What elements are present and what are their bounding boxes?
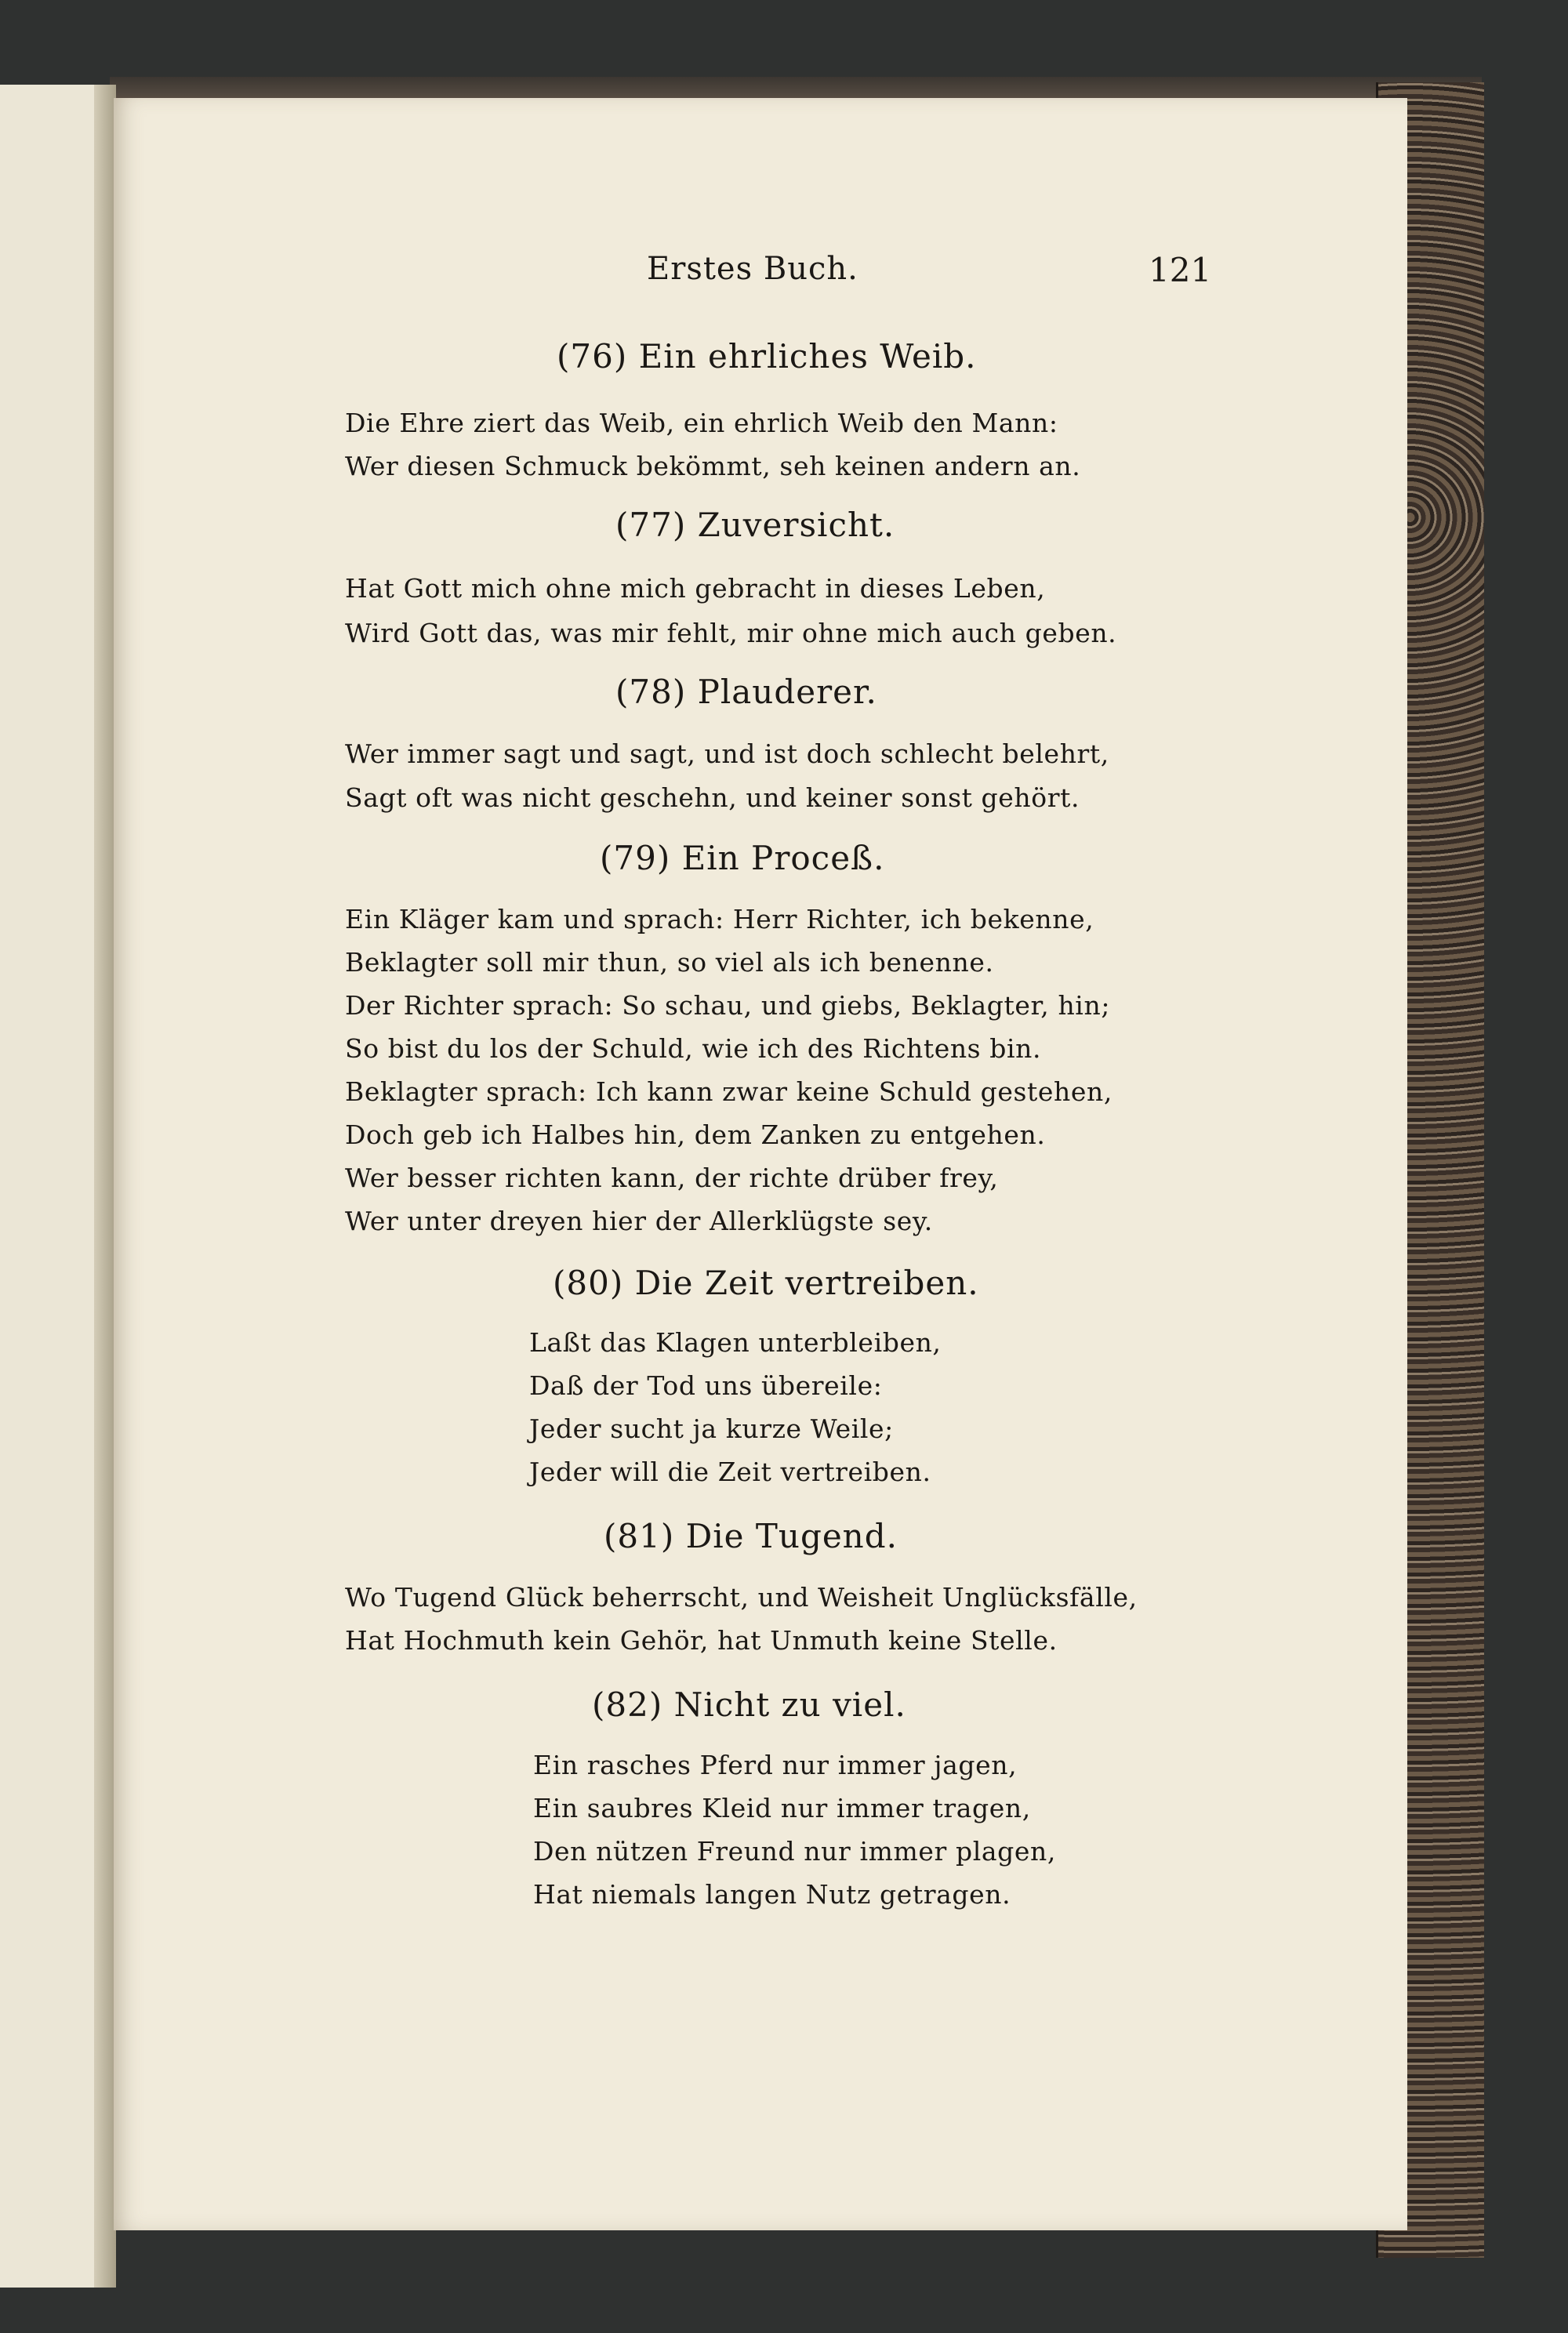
poem-line: Wer unter dreyen hier der Allerklügste sey.	[345, 1206, 933, 1236]
poem-line: So bist du los der Schuld, wie ich des Richtens bin.	[345, 1033, 1042, 1064]
poem-line: Daß der Tod uns übereile:	[529, 1370, 883, 1401]
poem-line: Wo Tugend Glück beherrscht, und Weisheit Unglücksfälle,	[345, 1582, 1138, 1613]
page-content	[114, 98, 1407, 2230]
poem-line: Hat niemals langen Nutz getragen.	[533, 1879, 1011, 1910]
section-heading-80: (80) Die Zeit vertreiben.	[553, 1264, 979, 1302]
poem-line: Hat Gott mich ohne mich gebracht in dieses Leben,	[345, 573, 1046, 604]
book-spine-gutter	[94, 85, 116, 2288]
poem-line: Jeder sucht ja kurze Weile;	[529, 1413, 894, 1444]
poem-line: Hat Hochmuth kein Gehör, hat Unmuth keine Stelle.	[345, 1625, 1058, 1656]
section-heading-79: (79) Ein Proceß.	[600, 839, 885, 877]
section-heading-76: (76) Ein ehrliches Weib.	[557, 337, 977, 376]
poem-line: Wer besser richten kann, der richte drüber frey,	[345, 1163, 999, 1193]
page-number: 121	[1149, 251, 1212, 289]
section-heading-78: (78) Plauderer.	[615, 673, 877, 711]
poem-line: Die Ehre ziert das Weib, ein ehrlich Weib den Mann:	[345, 408, 1058, 438]
poem-line: Ein saubres Kleid nur immer tragen,	[533, 1793, 1031, 1823]
running-head	[114, 251, 1407, 298]
poem-line: Doch geb ich Halbes hin, dem Zanken zu entgehen.	[345, 1119, 1046, 1150]
section-heading-81: (81) Die Tugend.	[604, 1517, 898, 1555]
poem-line: Der Richter sprach: So schau, und giebs, Beklagter, hin;	[345, 990, 1111, 1021]
section-heading-82: (82) Nicht zu viel.	[592, 1685, 906, 1724]
poem-line: Wird Gott das, was mir fehlt, mir ohne mich auch geben.	[345, 618, 1117, 648]
poem-line: Ein Kläger kam und sprach: Herr Richter, ich bekenne,	[345, 904, 1094, 934]
poem-line: Ein rasches Pferd nur immer jagen,	[533, 1750, 1018, 1780]
section-heading-77: (77) Zuversicht.	[615, 506, 895, 544]
poem-line: Jeder will die Zeit vertreiben.	[529, 1457, 931, 1487]
book-page	[114, 98, 1407, 2230]
cover-top-edge	[110, 77, 1482, 100]
poem-line: Den nützen Freund nur immer plagen,	[533, 1836, 1056, 1867]
poem-line: Wer immer sagt und sagt, und ist doch schlecht belehrt,	[345, 738, 1109, 769]
running-title: Erstes Buch.	[647, 251, 858, 287]
poem-line: Beklagter sprach: Ich kann zwar keine Schuld gestehen,	[345, 1076, 1112, 1107]
poem-line: Beklagter soll mir thun, so viel als ich benenne.	[345, 947, 994, 978]
poem-line: Wer diesen Schmuck bekömmt, seh keinen andern an.	[345, 451, 1081, 481]
poem-line: Laßt das Klagen unterbleiben,	[529, 1327, 942, 1358]
poem-line: Sagt oft was nicht geschehn, und keiner sonst gehört.	[345, 782, 1080, 813]
